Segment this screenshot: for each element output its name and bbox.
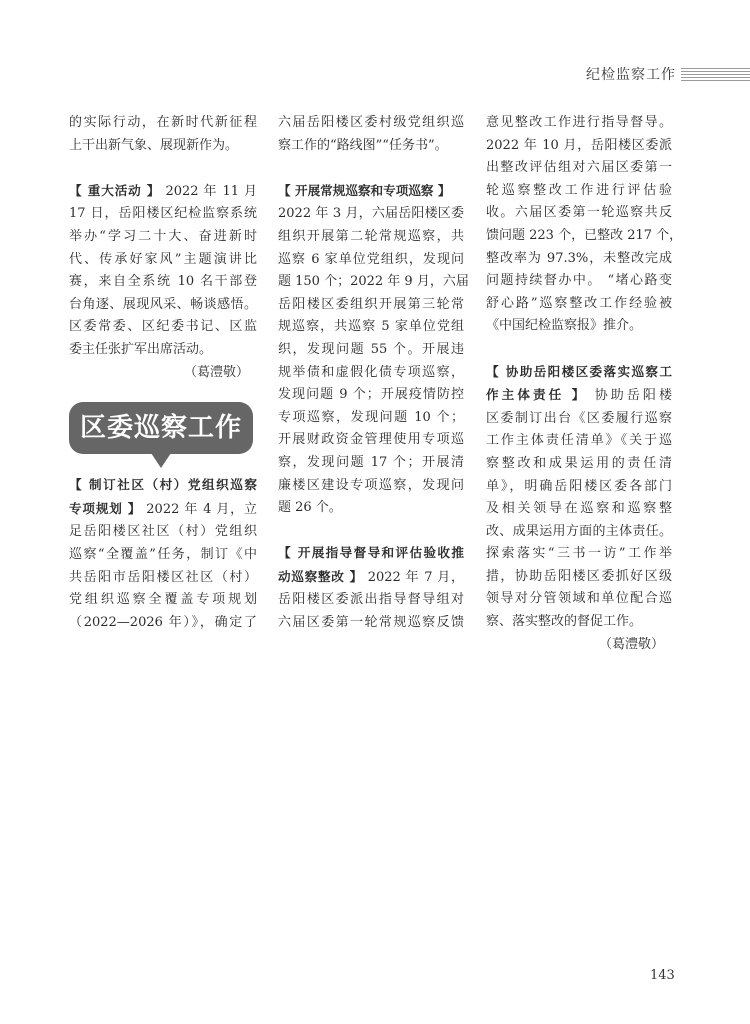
text-line: 的实际行动，在新时代新征程: [69, 115, 257, 130]
text-line: 察、落实整改的督促工作。: [486, 614, 643, 630]
text-line: 区委常委、区纪委书记、区监: [69, 319, 257, 335]
text-line: 赛，来自全系统 10 名干部登: [69, 274, 257, 290]
text-line: 廉楼区建设专项巡察，发现问: [278, 477, 464, 493]
text-line: 代、传承好家风”主题演讲比: [69, 251, 257, 267]
text-line: 巡察 6 家单位党组织，发现问: [278, 251, 464, 267]
text-line: 规巡察，共巡察 5 家单位党组: [278, 319, 464, 335]
text-line: 规举债和虚假化债专项巡察，: [278, 364, 464, 380]
author-credit: （葛澧敬）: [598, 636, 664, 652]
text-line: 工作主体责任清单》《关于巡: [486, 433, 672, 449]
text-line: 问题持续督办中。 “堵心路变: [486, 273, 672, 289]
text-line: 【 重大活动 】 2022 年 11 月: [69, 182, 258, 199]
section-heading-main-responsibility: 【 协助岳阳楼区委落实巡察工: [486, 363, 672, 379]
paragraph-major-activities: [69, 180, 257, 384]
text-line: 六届区委第一轮常规巡察反馈: [278, 615, 464, 631]
text-line: 岳阳楼区委组织开展第三轮常: [278, 296, 464, 312]
text-line: 开展财政资金管理使用专项巡: [278, 432, 464, 448]
running-header-title: 纪检监察工作: [586, 67, 676, 83]
column-3: [486, 112, 683, 656]
paragraph-continuation: [278, 112, 464, 157]
text-line: 组织开展第二轮常规巡察，共: [278, 228, 464, 244]
text-line: 领导对分管领域和单位配合巡: [486, 591, 672, 607]
paragraph-continuation: [69, 112, 257, 157]
text-line: 台角逐、展现风采、畅谈感悟。: [69, 296, 257, 312]
text-line: 岳阳楼区委派出指导督导组对: [278, 592, 464, 608]
header-decorative-lines: [681, 68, 750, 82]
text-line: 题 150 个；2022 年 9 月，六届: [278, 274, 469, 290]
text-line: 探索落实“三书一访”工作举: [486, 546, 672, 562]
text-line: 党组织巡察全覆盖专项规划: [69, 592, 257, 608]
text-line: 察整改和成果运用的责任清: [486, 455, 672, 471]
text-line: 专项巡察，发现问题 10 个；: [278, 409, 464, 425]
text-line: 出整改评估组对六届区委第一: [486, 160, 672, 176]
text-line: 区委制订出台《区委履行巡察: [486, 410, 672, 426]
text-line: 上干出新气象、展现新作为。: [69, 137, 239, 153]
section-heading-major-activities: 【 重大活动 】: [69, 182, 161, 198]
text-line: 2022 年 3 月，六届岳阳楼区委: [278, 206, 464, 222]
text-line: 察工作的“路线图”“任务书”。: [278, 137, 448, 153]
text-line: 2022 年 10 月，岳阳楼区委派: [486, 137, 672, 153]
text-line: [486, 361, 672, 385]
paragraph-continuation: [486, 112, 683, 338]
text-line: 专项规划 】 2022 年 4 月，立: [69, 500, 258, 517]
text-line: [278, 180, 464, 204]
text-line: [278, 542, 464, 566]
text-line: 17 日，岳阳楼区纪检监察系统: [69, 206, 257, 222]
paragraph-guidance-supervision: [278, 542, 464, 634]
text-line: 举办“学习二十大、奋进新时: [69, 228, 257, 244]
text-line: 《中国纪检监察报》推介。: [486, 318, 643, 334]
author-credit: （葛澧敬）: [183, 364, 249, 380]
paragraph-main-responsibility: [486, 361, 672, 657]
text-line: 巡察“全覆盖”任务，制订《中: [69, 546, 257, 562]
text-line: 措，协助岳阳楼区委抓好区级: [486, 568, 672, 584]
text-line: 动巡察整改 】 2022 年 7 月，: [278, 568, 465, 585]
text-line: 作主体责任 】 协助岳阳楼: [486, 387, 672, 404]
text-line: 轮巡察整改工作进行评估验: [486, 182, 672, 198]
text-line: 共岳阳市岳阳楼区社区（村）: [69, 569, 257, 585]
text-line: 察，发现问题 17 个；开展清: [278, 454, 464, 470]
section-heading-routine-inspections: 【 开展常规巡察和专项巡察 】: [278, 182, 451, 198]
section-banner: 区委巡察工作: [69, 402, 253, 454]
text-line: 足岳阳楼区社区（村）党组织: [69, 524, 257, 540]
text-line: 织，发现问题 55 个。开展违: [278, 341, 464, 357]
text-line: [69, 474, 257, 498]
column-2: [278, 112, 469, 635]
text-line: 题 26 个。: [278, 500, 342, 516]
section-heading-inspection-plan: 【 制订社区（村）党组织巡察: [69, 477, 257, 493]
text-line: 收。六届区委第一轮巡察共反: [486, 205, 672, 221]
paragraph-inspection-plan: [69, 474, 257, 634]
text-line: 发现问题 9 个；开展疫情防控: [278, 387, 464, 403]
text-line: 六届岳阳楼区委村级党组织巡: [278, 115, 464, 130]
text-line: 及相关领导在巡察和巡察整: [486, 501, 672, 517]
text-line: 整改率为 97.3%，未整改完成: [486, 250, 672, 266]
text-line: 意见整改工作进行指导督导。: [486, 115, 672, 130]
section-heading-guidance-supervision: 【 开展指导督导和评估验收推: [278, 545, 464, 561]
page-number: 143: [650, 968, 675, 983]
text-line: 单》，明确岳阳楼区委各部门: [486, 478, 672, 494]
column-1: [69, 112, 257, 634]
text-line: 舒心路”巡察整改工作经验被: [486, 295, 672, 311]
text-line: 委主任张扩军出席活动。: [69, 341, 213, 357]
paragraph-routine-inspections: [278, 180, 469, 520]
text-line: （2022—2026 年）》，确定了: [69, 614, 257, 630]
text-line: 改、成果运用方面的主体责任。: [486, 523, 672, 539]
text-line: 馈问题 223 个，已整改 217 个，: [486, 227, 683, 243]
